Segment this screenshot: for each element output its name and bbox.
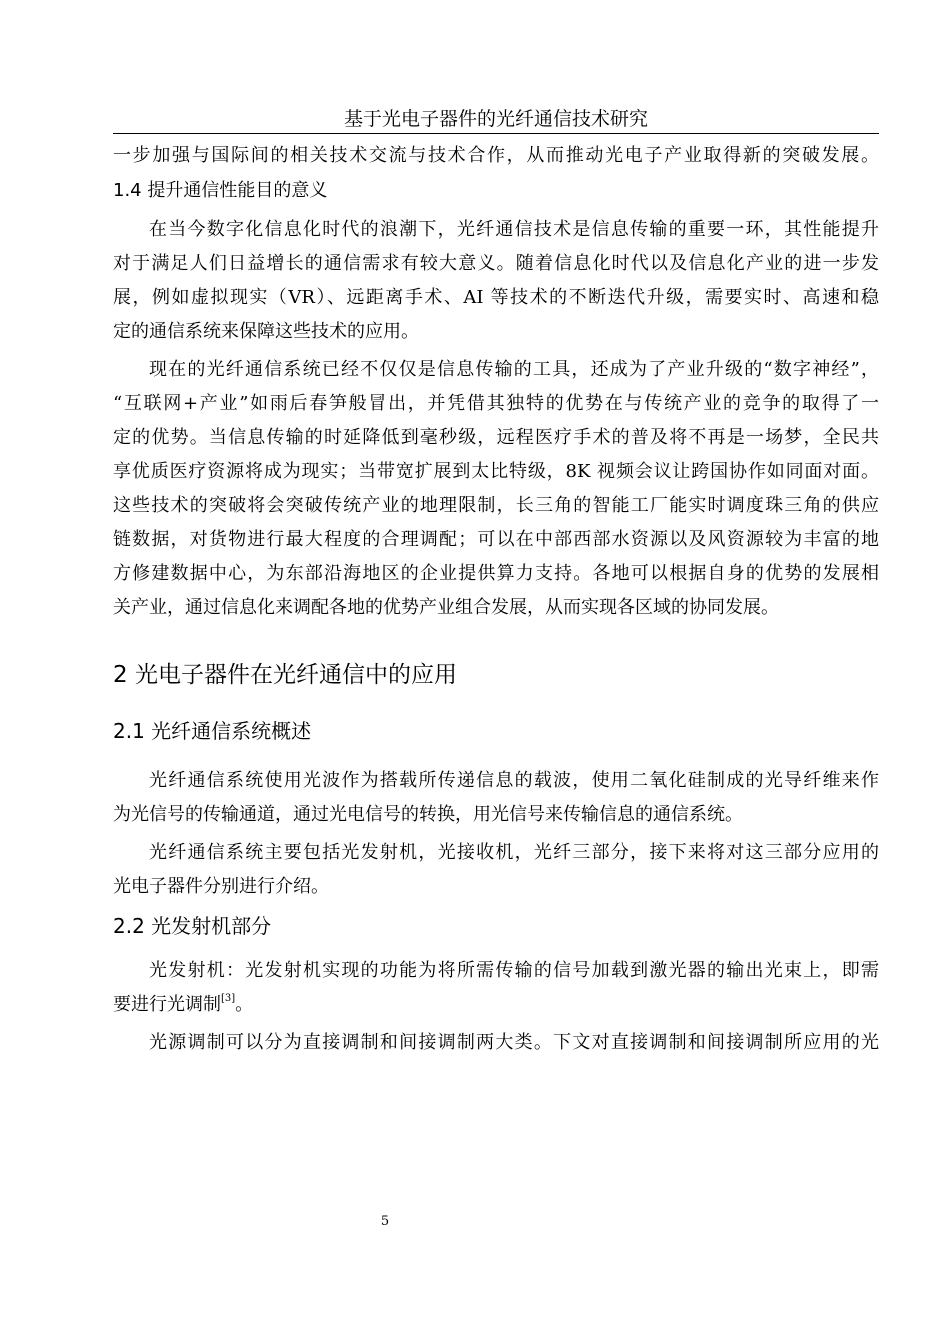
paragraph-line: 为光信号的传输通道，通过光电信号的转换，用光信号来传输信息的通信系统。 [113,804,743,825]
citation-marker[interactable]: [3] [221,993,236,1004]
paragraph-line: 现在的光纤通信系统已经不仅仅是信息传输的工具，还成为了产业升级的“数字神经”， [149,359,879,380]
page-header [113,106,879,134]
paragraph-line: 在当今数字化信息化时代的浪潮下，光纤通信技术是信息传输的重要一环，其性能提升 [149,219,879,240]
paragraph-text: 。 [235,994,254,1015]
paragraph-line: 光纤通信系统主要包括光发射机，光接收机，光纤三部分，接下来将对这三部分应用的 [149,842,879,863]
paragraph-line: 方修建数据中心，为东部沿海地区的企业提供算力支持。各地可以根据自身的优势的发展相 [113,563,879,584]
chapter-heading-2: 2 光电子器件在光纤通信中的应用 [113,662,457,688]
paragraph-line: 展，例如虚拟现实（VR）、远距离手术、AI 等技术的不断迭代升级，需要实时、高速和稳 [113,287,879,308]
paragraph-text: 要进行光调制 [113,994,221,1015]
header-title: 基于光电子器件的光纤通信技术研究 [343,108,648,130]
section-heading-2-2: 2.2 光发射机部分 [113,914,272,938]
paragraph-line-with-citation [113,988,879,1022]
paragraph-line: 定的优势。当信息传输的时延降低到毫秒级，远程医疗手术的普及将不再是一场梦，全民共 [113,427,879,448]
paragraph-line: 这些技术的突破将会突破传统产业的地理限制，长三角的智能工厂能实时调度珠三角的供应 [113,495,879,516]
paragraph-2-1-b [113,836,879,904]
paragraph-line: 光电子器件分别进行介绍。 [113,876,329,897]
paragraph-line: 光纤通信系统使用光波作为搭载所传递信息的载波，使用二氧化硅制成的光导纤维来作 [149,770,879,791]
paragraph-1-4-a [113,213,879,349]
page-number: 5 [380,1214,390,1229]
section-heading-2-1: 2.1 光纤通信系统概述 [113,719,312,743]
paragraph-line: “互联网+产业”如雨后春笋般冒出，并凭借其独特的优势在与传统产业的竞争的取得了一 [113,393,879,414]
paragraph-line: 光源调制可以分为直接调制和间接调制两大类。下文对直接调制和间接调制所应用的光 [149,1032,879,1053]
paragraph-1-4-b [113,353,879,625]
paragraph-line: 关产业，通过信息化来调配各地的优势产业组合发展，从而实现各区域的协同发展。 [113,597,779,618]
paragraph-2-2-b [113,1026,879,1060]
paragraph-line: 享优质医疗资源将成为现实；当带宽扩展到太比特级，8K 视频会议让跨国协作如同面对面。 [113,461,879,482]
paragraph-2-1-a [113,764,879,832]
document-body [113,139,879,1060]
section-heading-1-4: 1.4 提升通信性能目的意义 [113,180,328,201]
page-footer [0,1214,770,1229]
paragraph-line: 链数据，对货物进行最大程度的合理调配；可以在中部西部水资源以及风资源较为丰富的地 [113,529,879,550]
paragraph-line: 定的通信系统来保障这些技术的应用。 [113,321,419,342]
paragraph-2-2-a [113,954,879,1022]
paragraph-line: 光发射机：光发射机实现的功能为将所需传输的信号加载到激光器的输出光束上，即需 [149,960,879,981]
paragraph-line: 一步加强与国际间的相关技术交流与技术合作，从而推动光电子产业取得新的突破发展。 [113,145,879,166]
paragraph-line: 对于满足人们日益增长的通信需求有较大意义。随着信息化时代以及信息化产业的进一步发 [113,253,879,274]
